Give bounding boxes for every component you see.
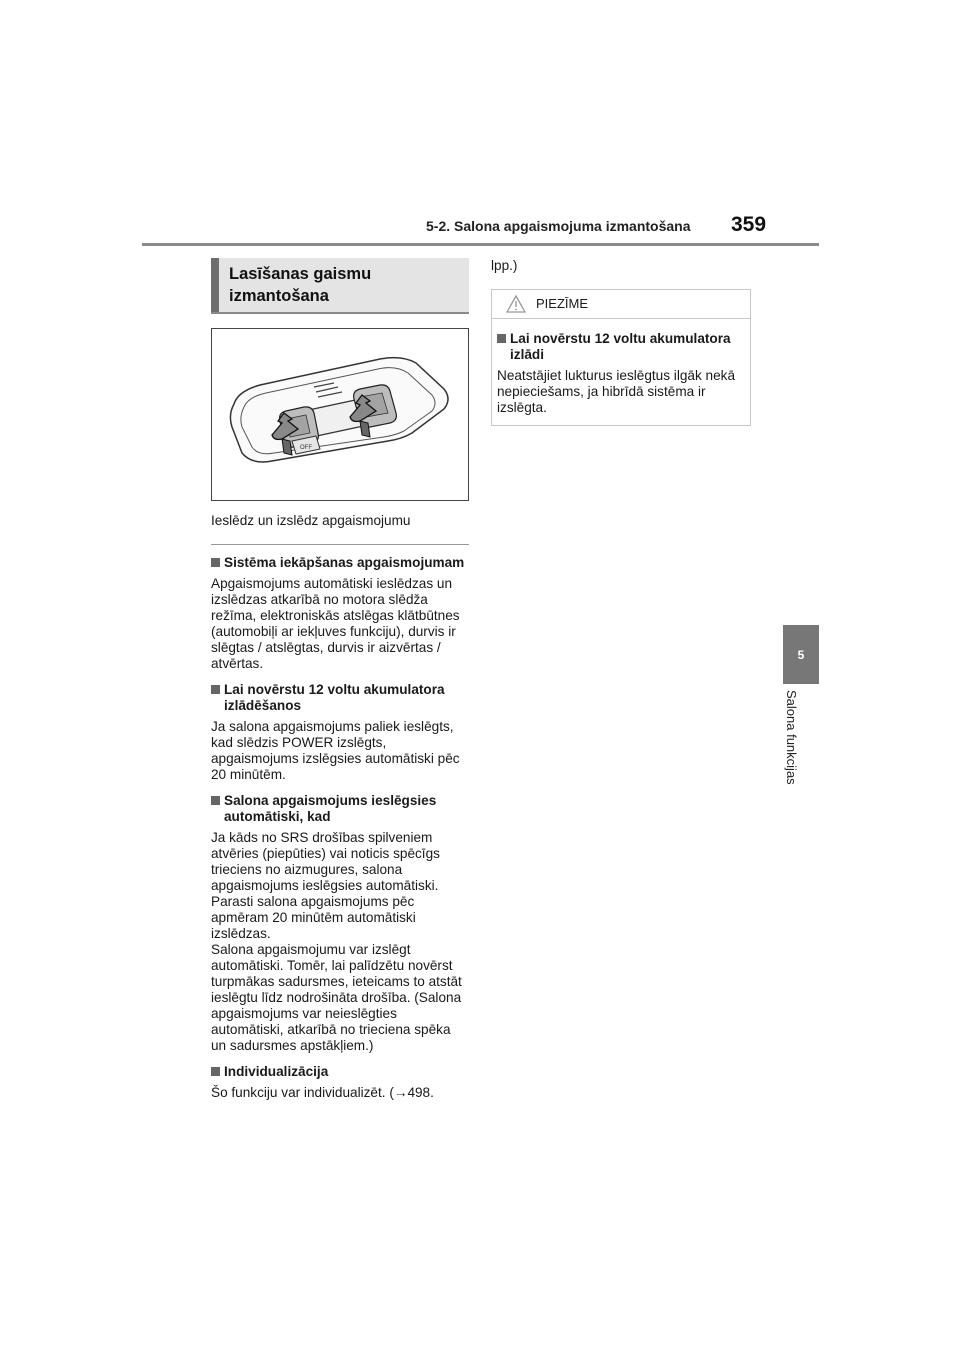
section-title bbox=[211, 258, 469, 312]
overhead-console-drawing bbox=[212, 329, 468, 500]
continuation-text: lpp.) bbox=[491, 258, 518, 273]
item-text-customization: Šo funkciju var individualizēt. (→498. bbox=[211, 1085, 434, 1100]
running-header-section: 5-2. Salona apgaismojuma izmantošana bbox=[426, 218, 691, 234]
item-text-battery: Ja salona apgaismojums paliek ieslēgts, kad slēdzis POWER izslēgts, apgaismojums izslēgsies automātiski pēc 20 minūtēm. bbox=[211, 719, 460, 782]
chapter-number: 5 bbox=[797, 647, 805, 662]
item-heading-auto-on: Salona apgaismojums ieslēgsies automātiski, kad bbox=[211, 793, 469, 825]
item-text-auto-on: Ja kāds no SRS drošības spilveniem atvēries (piepūties) vai noticis spēcīgs trieciens no aizmugures, salona apgaismojums ieslēgsies automātiski. Parasti salona apgaismojums pēc apmēram 20 minūtēm automātiski izslēdzas. Salona apgaismojumu var izslēgt automātiski. Tomēr, lai palīdzētu novērst turpmākas sadursmes, ieteicams to atstāt ieslēgtu līdz nodrošināta drošība. (Salona apgaismojums var neieslēgties automātiski, atkarībā no trieciena spēka un sadursmes apstākļiem.) bbox=[211, 830, 462, 1053]
square-bullet-icon bbox=[211, 1067, 220, 1076]
left-column bbox=[211, 258, 469, 1101]
square-bullet-icon bbox=[211, 558, 220, 567]
page-number: 359 bbox=[731, 213, 767, 236]
figure-caption: Ieslēdz un izslēdz apgaismojumu bbox=[211, 513, 411, 528]
note-body bbox=[492, 319, 750, 425]
right-column bbox=[491, 258, 751, 426]
item-heading-battery: Lai novērstu 12 voltu akumulatora izlādēšanos bbox=[211, 682, 469, 714]
note-title: PIEZĪME bbox=[536, 296, 589, 311]
section-title-rule bbox=[211, 312, 469, 314]
chapter-title: Salona funkcijas bbox=[784, 690, 799, 785]
reading-light-illustration bbox=[211, 328, 469, 501]
note-heading: Lai novērstu 12 voltu akumulatora izlādi bbox=[497, 331, 745, 363]
warning-triangle-icon bbox=[506, 295, 526, 313]
note-box bbox=[491, 289, 751, 426]
square-bullet-icon bbox=[211, 796, 220, 805]
header-rule bbox=[142, 243, 819, 246]
note-text: Neatstājiet lukturus ieslēgtus ilgāk nekā nepieciešams, ja hibrīdā sistēma ir izslēgta. bbox=[497, 368, 736, 415]
chapter-tab bbox=[783, 625, 819, 684]
caption-rule bbox=[211, 544, 469, 545]
off-label: OFF bbox=[300, 445, 312, 451]
square-bullet-icon bbox=[497, 334, 506, 343]
section-title-line1: Lasīšanas gaismu bbox=[229, 265, 372, 283]
chapter-side-label bbox=[784, 690, 806, 810]
item-text-entry-lighting: Apgaismojums automātiski ieslēdzas un izslēdzas atkarībā no motora slēdža režīma, elektroniskās atslēgas klātbūtnes (automobiļi ar iekļuves funkciju), durvis ir slēgtas / atslēgtas, durvis ir aizvērtas / atvērtas. bbox=[211, 576, 460, 671]
note-header bbox=[492, 290, 750, 319]
square-bullet-icon bbox=[211, 685, 220, 694]
item-heading-customization: Individualizācija bbox=[211, 1064, 469, 1080]
section-title-line2: izmantošana bbox=[229, 287, 329, 305]
item-heading-entry-lighting: Sistēma iekāpšanas apgaismojumam bbox=[211, 555, 469, 571]
